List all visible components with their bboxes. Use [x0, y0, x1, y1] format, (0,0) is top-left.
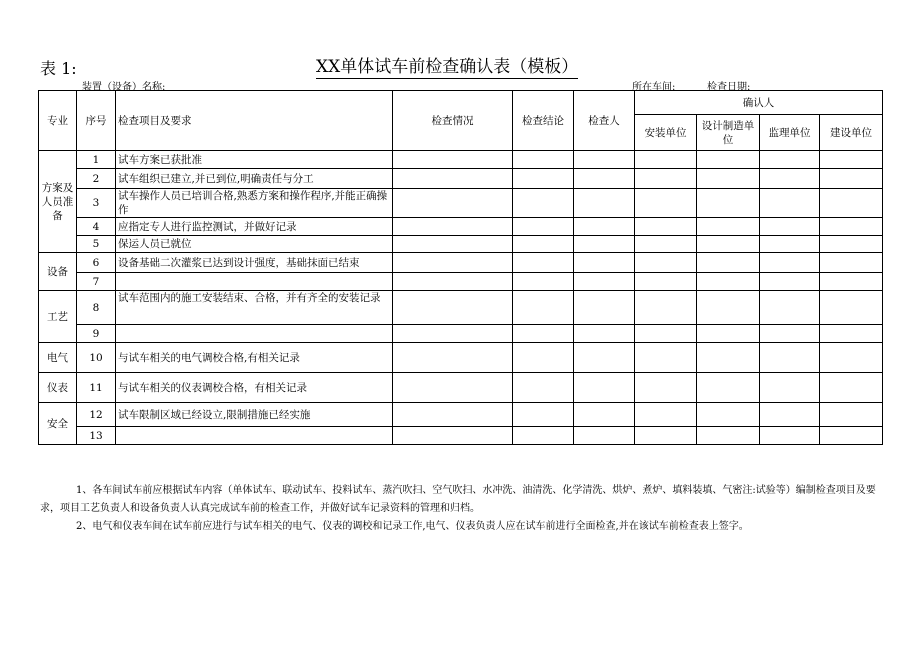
design-cell	[697, 427, 760, 445]
supervision-cell	[760, 427, 820, 445]
item-cell: 试车限制区域已经设立,限制措施已经实施	[116, 403, 393, 427]
install-cell	[635, 291, 697, 325]
header-supervision-unit: 监理单位	[760, 115, 820, 151]
owner-cell	[820, 291, 883, 325]
table-row	[39, 427, 883, 445]
status-cell	[393, 403, 513, 427]
table-row	[39, 169, 883, 189]
status-cell	[393, 151, 513, 169]
design-cell	[697, 373, 760, 403]
supervision-cell	[760, 403, 820, 427]
conclusion-cell	[513, 403, 574, 427]
inspector-cell	[574, 373, 635, 403]
status-cell	[393, 325, 513, 343]
item-cell	[116, 427, 393, 445]
item-cell: 试车操作人员已培训合格,熟悉方案和操作程序,并能正确操作	[116, 189, 393, 218]
seq-cell: 12	[77, 403, 116, 427]
conclusion-cell	[513, 253, 574, 273]
status-cell	[393, 427, 513, 445]
status-cell	[393, 189, 513, 218]
item-cell: 应指定专人进行监控测试，并做好记录	[116, 218, 393, 236]
status-cell	[393, 218, 513, 236]
design-cell	[697, 151, 760, 169]
inspector-cell	[574, 218, 635, 236]
install-cell	[635, 151, 697, 169]
design-cell	[697, 218, 760, 236]
supervision-cell	[760, 218, 820, 236]
checklist-table	[38, 90, 883, 445]
design-cell	[697, 189, 760, 218]
owner-cell	[820, 253, 883, 273]
seq-cell: 9	[77, 325, 116, 343]
install-cell	[635, 427, 697, 445]
owner-cell	[820, 273, 883, 291]
header-seq: 序号	[77, 91, 116, 151]
supervision-cell	[760, 325, 820, 343]
inspector-cell	[574, 325, 635, 343]
seq-cell: 11	[77, 373, 116, 403]
design-cell	[697, 169, 760, 189]
install-cell	[635, 325, 697, 343]
conclusion-cell	[513, 373, 574, 403]
conclusion-cell	[513, 236, 574, 253]
inspector-cell	[574, 427, 635, 445]
item-cell: 与试车相关的仪表调校合格，有相关记录	[116, 373, 393, 403]
install-cell	[635, 169, 697, 189]
design-cell	[697, 253, 760, 273]
status-cell	[393, 373, 513, 403]
design-cell	[697, 273, 760, 291]
install-cell	[635, 343, 697, 373]
header-specialty: 专业	[39, 91, 77, 151]
header-item: 检查项目及要求	[116, 91, 393, 151]
owner-cell	[820, 343, 883, 373]
seq-cell: 8	[77, 291, 116, 325]
table-row	[39, 325, 883, 343]
table-row	[39, 236, 883, 253]
supervision-cell	[760, 273, 820, 291]
seq-cell: 1	[77, 151, 116, 169]
device-name-label: 装置（设备）名称:	[82, 82, 166, 93]
item-cell: 与试车相关的电气调校合格,有相关记录	[116, 343, 393, 373]
status-cell	[393, 253, 513, 273]
specialty-cell: 设备	[39, 253, 77, 291]
seq-cell: 5	[77, 236, 116, 253]
notes	[40, 482, 882, 536]
seq-cell: 6	[77, 253, 116, 273]
inspector-cell	[574, 291, 635, 325]
header-owner-unit: 建设单位	[820, 115, 883, 151]
status-cell	[393, 236, 513, 253]
install-cell	[635, 218, 697, 236]
table-row	[39, 343, 883, 373]
conclusion-cell	[513, 291, 574, 325]
supervision-cell	[760, 343, 820, 373]
item-cell: 试车组织已建立,并已到位,明确责任与分工	[116, 169, 393, 189]
install-cell	[635, 273, 697, 291]
specialty-cell: 方案及人员准备	[39, 151, 77, 253]
owner-cell	[820, 218, 883, 236]
header-conclusion: 检查结论	[513, 91, 574, 151]
header-status: 检查情况	[393, 91, 513, 151]
page-title: XX单体试车前检查确认表（模板）	[316, 52, 578, 79]
status-cell	[393, 343, 513, 373]
inspector-cell	[574, 253, 635, 273]
supervision-cell	[760, 373, 820, 403]
seq-cell: 13	[77, 427, 116, 445]
install-cell	[635, 189, 697, 218]
install-cell	[635, 403, 697, 427]
install-cell	[635, 236, 697, 253]
seq-cell: 10	[77, 343, 116, 373]
item-cell: 试车范围内的施工安装结束、合格，并有齐全的安装记录	[116, 291, 393, 325]
design-cell	[697, 291, 760, 325]
owner-cell	[820, 151, 883, 169]
table-row	[39, 403, 883, 427]
table-row	[39, 253, 883, 273]
header-confirm-group: 确认人	[635, 91, 883, 115]
conclusion-cell	[513, 427, 574, 445]
header-install-unit: 安装单位	[635, 115, 697, 151]
owner-cell	[820, 373, 883, 403]
install-cell	[635, 253, 697, 273]
design-cell	[697, 403, 760, 427]
specialty-cell: 安全	[39, 403, 77, 445]
table-label: 表 1:	[40, 59, 77, 78]
owner-cell	[820, 325, 883, 343]
note-2: 2、电气和仪表车间在试车前应进行与试车相关的电气、仪表的调校和记录工作,电气、仪表负责人应在试车前进行全面检查,并在该试车前检查表上签字。	[76, 521, 749, 532]
owner-cell	[820, 189, 883, 218]
table-row	[39, 373, 883, 403]
seq-cell: 7	[77, 273, 116, 291]
supervision-cell	[760, 253, 820, 273]
status-cell	[393, 169, 513, 189]
owner-cell	[820, 236, 883, 253]
inspector-cell	[574, 236, 635, 253]
supervision-cell	[760, 291, 820, 325]
owner-cell	[820, 427, 883, 445]
item-cell	[116, 325, 393, 343]
inspector-cell	[574, 169, 635, 189]
supervision-cell	[760, 189, 820, 218]
design-cell	[697, 343, 760, 373]
seq-cell: 3	[77, 189, 116, 218]
conclusion-cell	[513, 189, 574, 218]
table-row	[39, 291, 883, 325]
inspector-cell	[574, 273, 635, 291]
note-1: 1、各车间试车前应根据试车内容（单体试车、联动试车、投料试车、蒸汽吹扫、空气吹扫、水冲洗、油清洗、化学清洗、烘炉、煮炉、填料装填、气密注:试验等）编制检查项目及要求，项目工艺负责人和设备负责人认真完成试车前的检查工作，并做好试车记录资料的管理和归档。	[40, 485, 876, 514]
owner-cell	[820, 403, 883, 427]
item-cell: 设备基础二次灌浆已达到设计强度，基础抹面已结束	[116, 253, 393, 273]
inspector-cell	[574, 403, 635, 427]
item-cell: 保运人员已就位	[116, 236, 393, 253]
owner-cell	[820, 169, 883, 189]
conclusion-cell	[513, 151, 574, 169]
install-cell	[635, 373, 697, 403]
specialty-cell: 电气	[39, 343, 77, 373]
inspector-cell	[574, 189, 635, 218]
seq-cell: 4	[77, 218, 116, 236]
conclusion-cell	[513, 218, 574, 236]
conclusion-cell	[513, 273, 574, 291]
design-cell	[697, 236, 760, 253]
specialty-cell: 工艺	[39, 291, 77, 343]
header-design-unit: 设计制造单位	[697, 115, 760, 151]
status-cell	[393, 291, 513, 325]
inspector-cell	[574, 343, 635, 373]
table-row	[39, 273, 883, 291]
inspector-cell	[574, 151, 635, 169]
table-row	[39, 189, 883, 218]
conclusion-cell	[513, 325, 574, 343]
conclusion-cell	[513, 169, 574, 189]
design-cell	[697, 325, 760, 343]
seq-cell: 2	[77, 169, 116, 189]
specialty-cell: 仪表	[39, 373, 77, 403]
supervision-cell	[760, 169, 820, 189]
status-cell	[393, 273, 513, 291]
table-row	[39, 151, 883, 169]
item-cell	[116, 273, 393, 291]
supervision-cell	[760, 151, 820, 169]
supervision-cell	[760, 236, 820, 253]
inspection-date-label: 检查日期:	[707, 82, 751, 93]
item-cell: 试车方案已获批准	[116, 151, 393, 169]
conclusion-cell	[513, 343, 574, 373]
workshop-label: 所在车间:	[632, 82, 676, 93]
table-row	[39, 218, 883, 236]
header-inspector: 检查人	[574, 91, 635, 151]
